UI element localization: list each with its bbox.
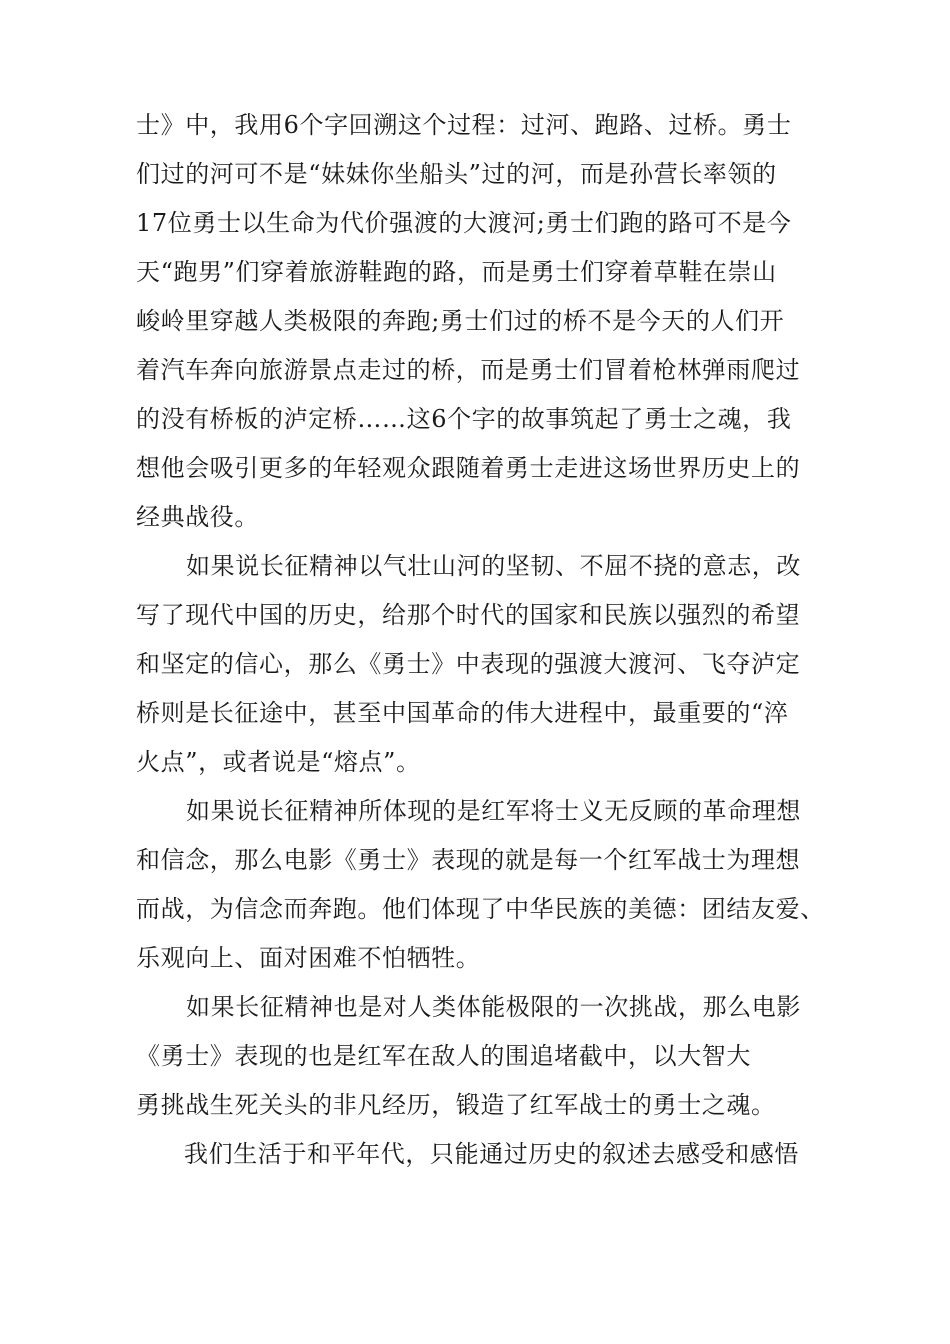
text-line: 17位勇士以生命为代价强渡的大渡河;勇士们跑的路可不是今 — [136, 209, 792, 237]
text-line: 写了现代中国的历史，给那个时代的国家和民族以强烈的希望 — [136, 601, 801, 629]
text-line: 天“跑男”们穿着旅游鞋跑的路，而是勇士们穿着草鞋在崇山 — [136, 258, 777, 286]
text-line: 峻岭里穿越人类极限的奔跑;勇士们过的桥不是今天的人们开 — [136, 307, 785, 335]
paragraph-first-line: 我们生活于和平年代，只能通过历史的叙述去感受和感悟 — [184, 1140, 799, 1168]
body-text — [136, 104, 836, 1182]
text-line: 们过的河可不是“妹妹你坐船头”过的河，而是孙营长率领的 — [136, 160, 777, 188]
text-line: 的没有桥板的泸定桥……这6个字的故事筑起了勇士之魂，我 — [136, 405, 792, 433]
text-line: 着汽车奔向旅游景点走过的桥，而是勇士们冒着枪林弹雨爬过 — [136, 356, 801, 384]
paragraph-first-line: 如果说长征精神以气壮山河的坚韧、不屈不挠的意志，改 — [186, 552, 801, 580]
text-line: 和坚定的信心，那么《勇士》中表现的强渡大渡河、飞夺泸定 — [136, 650, 801, 678]
text-line: 乐观向上、面对困难不怕牺牲。 — [136, 944, 481, 972]
paragraph-first-line: 如果说长征精神所体现的是红军将士义无反顾的革命理想 — [186, 797, 801, 825]
text-line: 和信念，那么电影《勇士》表现的就是每一个红军战士为理想 — [136, 846, 801, 874]
text-line: 《勇士》表现的也是红军在敌人的围追堵截中，以大智大 — [136, 1042, 751, 1070]
text-line: 想他会吸引更多的年轻观众跟随着勇士走进这场世界历史上的 — [136, 454, 801, 482]
text-line: 而战，为信念而奔跑。他们体现了中华民族的美德：团结友爱、 — [136, 895, 825, 923]
text-line: 桥则是长征途中，甚至中国革命的伟大进程中，最重要的“淬 — [136, 699, 789, 727]
paragraph-first-line: 如果长征精神也是对人类体能极限的一次挑战，那么电影 — [186, 993, 801, 1021]
text-line: 经典战役。 — [136, 503, 259, 531]
text-line: 火点”，或者说是“熔点”。 — [136, 748, 421, 776]
text-line: 士》中，我用6个字回溯这个过程：过河、跑路、过桥。勇士 — [136, 111, 792, 139]
text-line: 勇挑战生死关头的非凡经历，锻造了红军战士的勇士之魂。 — [136, 1091, 776, 1119]
